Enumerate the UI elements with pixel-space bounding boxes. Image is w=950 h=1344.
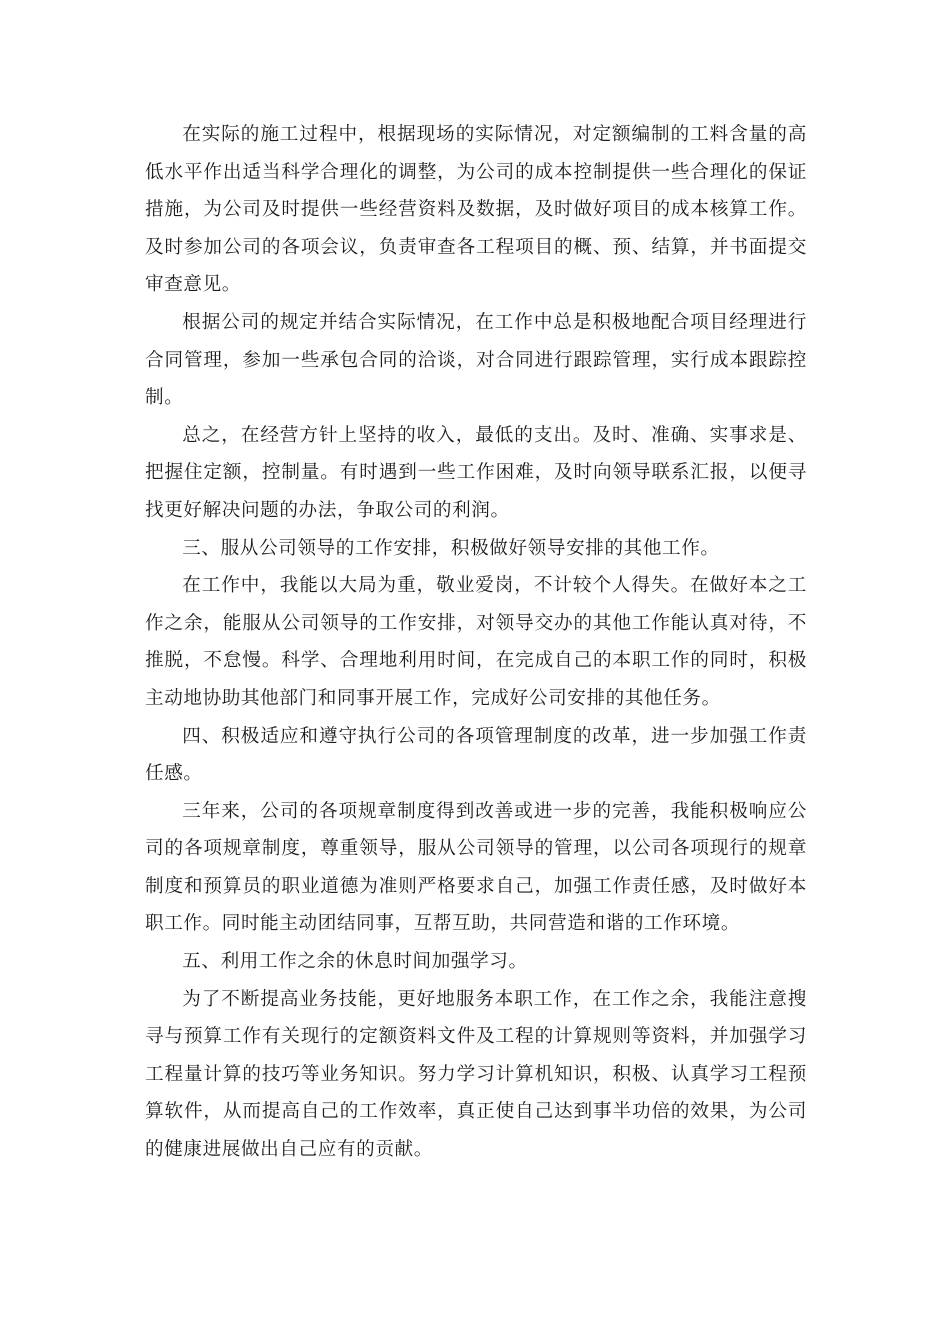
paragraph-summary: 总之，在经营方针上坚持的收入，最低的支出。及时、准确、实事求是、把握住定额，控制量。有时遇到一些工作困难，及时向领导联系汇报，以便寻找更好解决问题的办法，争取公司的利润。 xyxy=(145,424,807,521)
section-heading-4: 四、积极适应和遵守执行公司的各项管理制度的改革，进一步加强工作责任感。 xyxy=(145,725,807,785)
paragraph-contract-management: 根据公司的规定并结合实际情况，在工作中总是积极地配合项目经理进行合同管理，参加一些承包合同的洽谈，对合同进行跟踪管理，实行成本跟踪控制。 xyxy=(145,311,807,409)
document-body xyxy=(145,116,807,1169)
paragraph-cost-control: 在实际的施工过程中，根据现场的实际情况，对定额编制的工料含量的高低水平作出适当科学合理化的调整，为公司的成本控制提供一些合理化的保证措施，为公司及时提供一些经营资料及数据，及时做好项目的成本核算工作。及时参加公司的各项会议，负责审查各工程项目的概、预、结算，并书面提交审查意见。 xyxy=(145,124,807,296)
section-heading-5: 五、利用工作之余的休息时间加强学习。 xyxy=(182,951,528,973)
paragraph-regulations: 三年来，公司的各项规章制度得到改善或进一步的完善，我能积极响应公司的各项规章制度，尊重领导，服从公司领导的管理，以公司各项现行的规章制度和预算员的职业道德为准则严格要求自己，加强工作责任感，及时做好本职工作。同时能主动团结同事，互帮互助，共同营造和谐的工作环境。 xyxy=(145,800,807,935)
paragraph-work-attitude: 在工作中，我能以大局为重，敬业爱岗，不计较个人得失。在做好本之工作之余，能服从公司领导的工作安排，对领导交办的其他工作能认真对待，不推脱，不怠慢。科学、合理地利用时间，在完成自己的本职工作的同时，积极主动地协助其他部门和同事开展工作，完成好公司安排的其他任务。 xyxy=(145,575,807,709)
section-heading-3: 三、服从公司领导的工作安排，积极做好领导安排的其他工作。 xyxy=(182,537,720,559)
paragraph-learning: 为了不断提高业务技能，更好地服务本职工作，在工作之余，我能注意搜寻与预算工作有关现行的定额资料文件及工程的计算规则等资料，并加强学习工程量计算的技巧等业务知识。努力学习计算机知识，积极、认真学习工程预算软件，从而提高自己的工作效率，真正使自己达到事半功倍的效果，为公司的健康进展做出自己应有的贡献。 xyxy=(145,988,807,1161)
